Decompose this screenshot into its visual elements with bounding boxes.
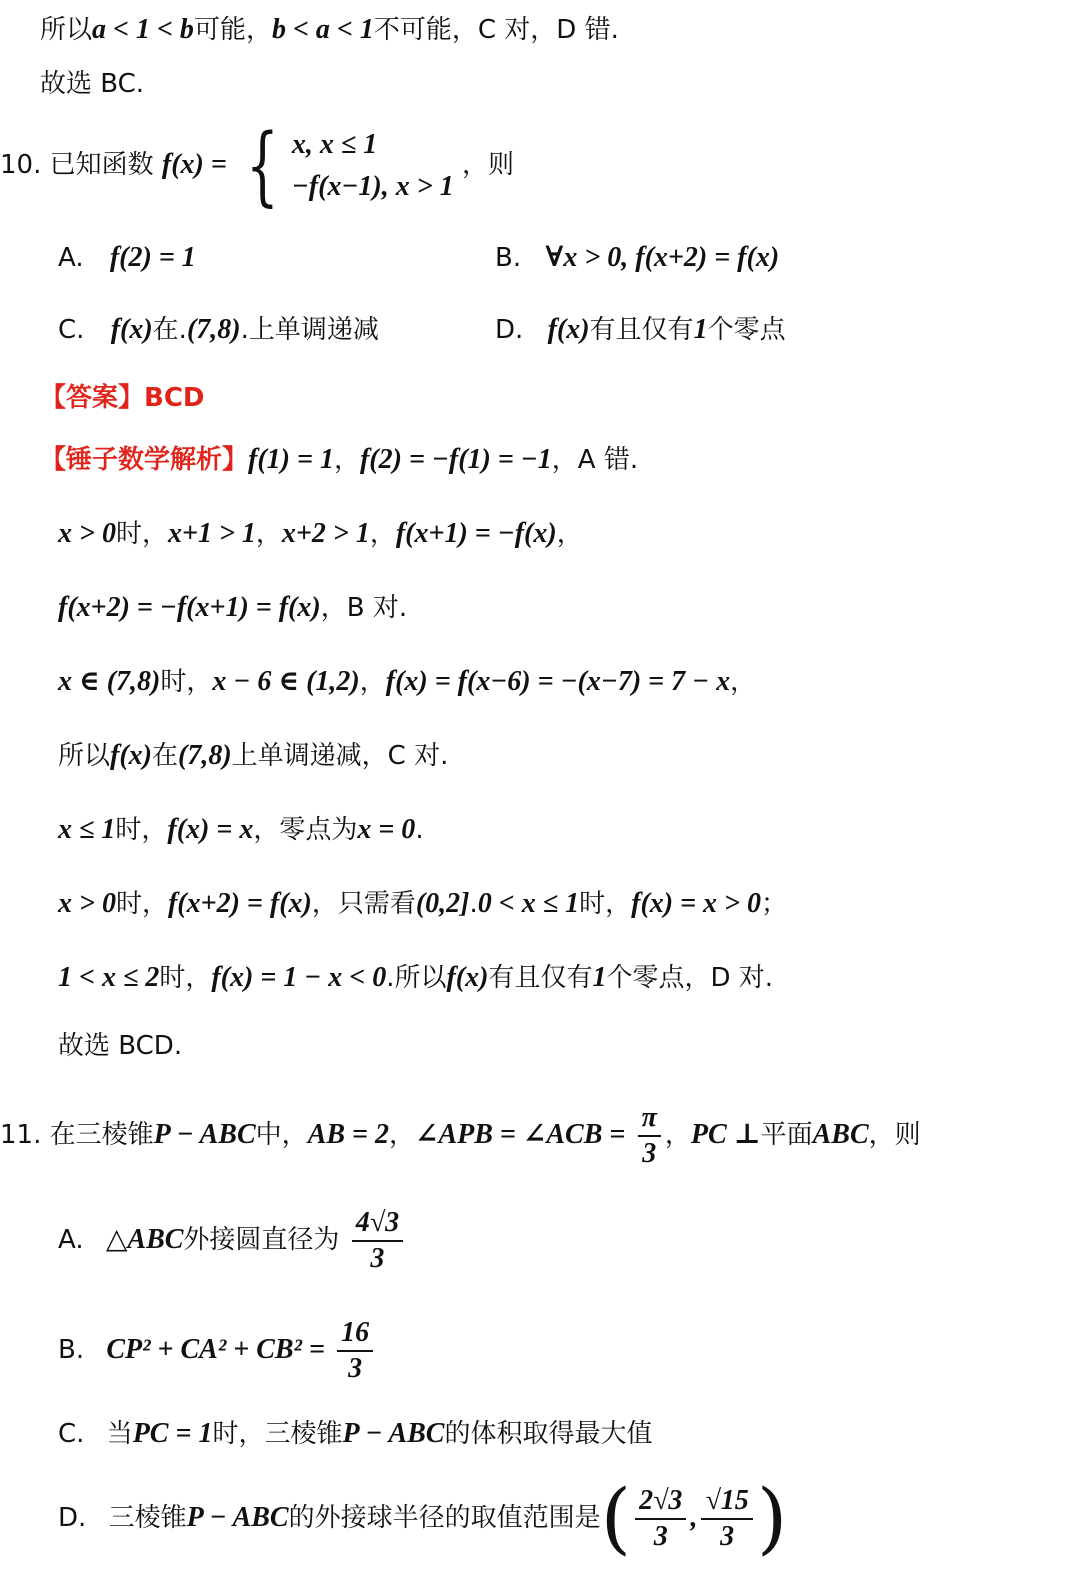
math: f(x) (110, 740, 152, 771)
text: .所以 (386, 963, 447, 993)
option-label: C. (58, 315, 85, 345)
math: f(2) = 1 (109, 242, 196, 273)
math: x+1 > 1 (167, 518, 256, 549)
text: 时， (115, 815, 168, 845)
math: x = 0 (357, 814, 416, 845)
option-label: A. (58, 1225, 84, 1255)
text: 时， (115, 519, 168, 549)
math: CP² + CA² + CB² = (106, 1334, 325, 1365)
piecewise-function: { x, x ≤ 1 −f(x−1), x > 1 (246, 115, 454, 216)
option-label: A. (58, 243, 84, 273)
math: f(x) = f(x−6) = −(x−7) = 7 − x (385, 666, 731, 697)
question-10-stem (0, 115, 514, 216)
math: f(x) (446, 962, 489, 993)
math: P − ABC (186, 1502, 289, 1533)
text: ， (369, 519, 396, 549)
math: AB = 2 (307, 1119, 389, 1150)
math: x ∈ (7,8) (58, 666, 161, 697)
text: 上单调递减，C 对. (231, 741, 449, 771)
text: . (469, 889, 478, 919)
text: 所以 (58, 741, 111, 771)
math: f(x) = x > 0 (631, 888, 762, 919)
q11-option-b (58, 1314, 377, 1386)
math: f(x+1) = −f(x) (395, 518, 557, 549)
text-line (40, 64, 144, 104)
math: f(x+2) = −f(x+1) = f(x) (58, 592, 321, 623)
math: (7,8) (178, 740, 232, 771)
option-label: D. (495, 315, 524, 345)
question-number: 11. (0, 1120, 42, 1150)
option-label: D. (58, 1503, 87, 1533)
text: 在 (152, 741, 179, 771)
text: 在三棱锥 (49, 1120, 154, 1150)
math: x > 0 (58, 888, 116, 919)
comma: , (690, 1502, 698, 1533)
math: x+2 > 1 (281, 518, 370, 549)
text: ，则 (868, 1120, 921, 1150)
text: 时， (579, 889, 632, 919)
math: f(x) (110, 314, 153, 345)
solution-line-9 (58, 1026, 182, 1066)
fraction: $\frac{√15}{3}$ (701, 1484, 752, 1554)
text: 在. (152, 315, 187, 345)
text: 有且仅有 (488, 963, 593, 993)
text: . (415, 815, 424, 845)
math: 1 < x ≤ 2 (58, 962, 160, 993)
solution-line-6 (58, 810, 424, 850)
math: 0 < x ≤ 1 (477, 888, 580, 919)
math: f(x) = 1 − x < 0 (211, 962, 387, 993)
option-c (58, 310, 379, 350)
math: ∀x > 0, f(x+2) = f(x) (545, 242, 780, 273)
q11-option-a (58, 1204, 407, 1276)
text: ，只需看 (311, 889, 416, 919)
text: ， (389, 1120, 416, 1150)
math: f(x) = x (167, 814, 254, 845)
text: 有且仅有 (589, 315, 694, 345)
text: ，B 对. (320, 593, 408, 623)
text: 时， (115, 889, 168, 919)
option-label: B. (495, 243, 522, 273)
math: x ≤ 1 (58, 814, 116, 845)
option-a (58, 238, 196, 278)
math: x > 0 (58, 518, 116, 549)
solution-line-8 (58, 958, 773, 998)
text: 故选 BCD. (58, 1031, 183, 1061)
math: (0,2] (415, 888, 470, 919)
text: 可能， (193, 15, 272, 45)
fraction: $\frac{\pi}{3}$ (638, 1101, 661, 1171)
text: 个零点 (707, 315, 786, 345)
solution-line-4 (58, 662, 756, 702)
text: ， (730, 667, 757, 697)
text: ， (664, 1120, 691, 1150)
left-paren: ( (600, 1473, 632, 1564)
math: b < a < 1 (271, 14, 374, 45)
solution-line-1 (40, 440, 638, 480)
math: f(x+2) = f(x) (167, 888, 312, 919)
text: ； (761, 889, 788, 919)
text: 故选 BC. (40, 69, 145, 99)
text: 时， (159, 963, 212, 993)
math: a < 1 < b (92, 14, 194, 45)
text: ，则 (461, 150, 514, 180)
option-b (495, 238, 779, 278)
q11-option-c (58, 1414, 653, 1454)
text: 中， (255, 1120, 308, 1150)
text: 的体积取得最大值 (444, 1419, 653, 1449)
math: f(2) = −f(1) = −1 (359, 444, 552, 475)
math: ∠APB = ∠ACB = (415, 1119, 626, 1150)
case-1: x, x ≤ 1 (291, 128, 378, 160)
question-11-stem (0, 1100, 921, 1171)
option-label: C. (58, 1419, 85, 1449)
text: 不可能，C 对，D 错. (373, 15, 619, 45)
text: ，A 错. (551, 445, 639, 475)
text: 的外接球半径的取值范围是 (288, 1503, 601, 1533)
option-d (495, 310, 786, 350)
math: P − ABC (342, 1418, 445, 1449)
question-number: 10. (0, 150, 42, 180)
text: 三棱锥 (108, 1503, 187, 1533)
text-line (40, 10, 619, 50)
text: ， (359, 667, 386, 697)
math: PC = 1 (132, 1418, 213, 1449)
solution-label: 【锤子数学解析】 (40, 445, 249, 475)
math: △ABC (105, 1224, 184, 1255)
fraction: $\frac{16}{3}$ (337, 1316, 373, 1386)
answer-label: 【答案】BCD (40, 383, 205, 413)
solution-line-7 (58, 884, 787, 924)
math: (7,8) (186, 314, 241, 345)
math: P − ABC (153, 1119, 256, 1150)
text: ， (333, 445, 360, 475)
math: 1 (693, 314, 708, 345)
text: ， (556, 519, 583, 549)
text: 外接圆直径为 (183, 1225, 340, 1255)
math: ABC (812, 1119, 869, 1150)
text: ， (255, 519, 282, 549)
option-label: B. (58, 1335, 85, 1365)
case-2: −f(x−1), x > 1 (291, 170, 454, 202)
q11-option-d (58, 1473, 788, 1564)
math: x − 6 ∈ (1,2) (212, 666, 360, 697)
text: 所以 (40, 15, 93, 45)
solution-line-2 (58, 514, 583, 554)
math: f(x) (547, 314, 590, 345)
math: f(1) = 1 (248, 444, 334, 475)
text: 时，三棱锥 (212, 1419, 343, 1449)
text: 已知函数 (49, 150, 154, 180)
text: .上单调递减 (240, 315, 379, 345)
text: 个零点，D 对. (606, 963, 774, 993)
solution-line-5 (58, 736, 448, 776)
fraction: $\frac{2√3}{3}$ (635, 1484, 686, 1554)
right-paren: ) (756, 1473, 788, 1564)
text: 时， (160, 667, 213, 697)
math: 1 (592, 962, 607, 993)
solution-line-3 (58, 588, 407, 628)
text: 当 (106, 1419, 133, 1449)
math: f(x) = (161, 149, 227, 180)
math: PC ⊥ (690, 1119, 761, 1150)
text: 平面 (760, 1120, 813, 1150)
fraction: $\frac{4√3}{3}$ (352, 1206, 403, 1276)
text: ，零点为 (253, 815, 358, 845)
